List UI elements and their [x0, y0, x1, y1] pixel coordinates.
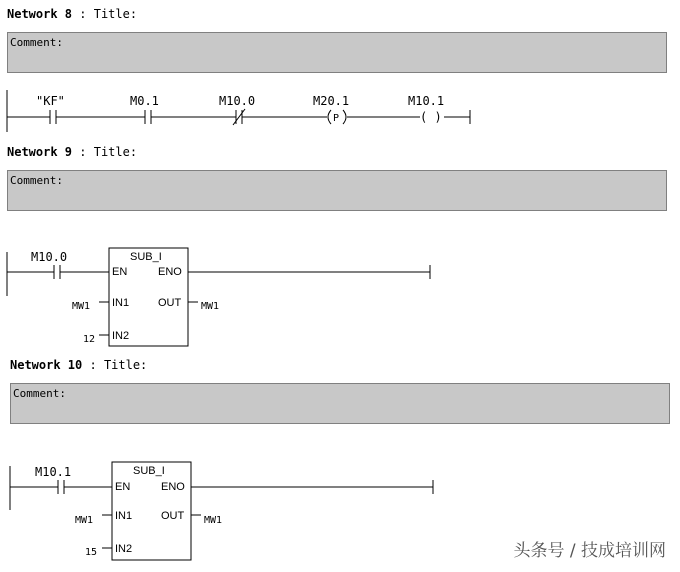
- in2-value[interactable]: 15: [85, 547, 98, 558]
- network-9-ladder: [0, 238, 680, 358]
- coil-symbol: ( ): [420, 110, 442, 124]
- pin-in2: IN2: [115, 543, 133, 555]
- pin-out: OUT: [158, 297, 182, 309]
- pin-en: EN: [115, 481, 131, 493]
- pin-eno: ENO: [161, 481, 185, 493]
- pin-in2: IN2: [112, 330, 130, 342]
- network-10-header[interactable]: Network 10 : Title:: [10, 358, 148, 372]
- network-8-header[interactable]: Network 8 : Title:: [7, 7, 138, 21]
- pin-in1: IN1: [115, 510, 133, 522]
- network-8-title-label: Title:: [93, 7, 138, 21]
- network-9-comment-box[interactable]: [7, 170, 667, 211]
- contact-m10-0[interactable]: [31, 250, 67, 279]
- coil-m10-1[interactable]: [408, 94, 444, 124]
- contact-m10-0-label: M10.0: [31, 250, 68, 264]
- contact-m10-1[interactable]: [35, 465, 71, 494]
- pin-in1: IN1: [112, 297, 130, 309]
- pin-out: OUT: [161, 510, 185, 522]
- network-9-title-label: Title:: [93, 145, 138, 159]
- pin-eno: ENO: [158, 266, 182, 278]
- pin-en: EN: [112, 266, 128, 278]
- edge-m20-1-label: M20.1: [313, 94, 350, 108]
- network-8-comment-label: Comment:: [10, 36, 63, 49]
- block-name: SUB_I: [133, 465, 165, 477]
- network-10-title-label: Title:: [103, 358, 148, 372]
- contact-kf[interactable]: [36, 94, 65, 124]
- network-9-header[interactable]: Network 9 : Title:: [7, 145, 138, 159]
- network-9-name: Network 9: [7, 145, 73, 159]
- contact-kf-label: "KF": [36, 94, 65, 108]
- contact-m10-1-label: M10.1: [35, 465, 72, 479]
- out-value[interactable]: MW1: [201, 301, 220, 312]
- coil-m10-1-label: M10.1: [408, 94, 445, 108]
- edge-p-m20-1[interactable]: [313, 94, 349, 124]
- in2-value[interactable]: 12: [83, 334, 96, 345]
- watermark: 头条号 / 技成培训网: [513, 541, 666, 561]
- network-10-comment-label: Comment:: [13, 387, 66, 400]
- block-name: SUB_I: [130, 251, 162, 263]
- in1-value[interactable]: MW1: [72, 301, 91, 312]
- network-10-name: Network 10: [10, 358, 83, 372]
- contact-m10-0-nc[interactable]: [219, 94, 255, 125]
- contact-m0-1-label: M0.1: [130, 94, 159, 108]
- sub-i-block[interactable]: [112, 462, 191, 560]
- contact-m0-1[interactable]: [130, 94, 159, 124]
- network-10-comment-box[interactable]: [10, 383, 670, 424]
- network-8-ladder: [0, 90, 680, 150]
- contact-m10-0-label: M10.0: [219, 94, 256, 108]
- network-8-name: Network 8: [7, 7, 73, 21]
- in1-value[interactable]: MW1: [75, 515, 94, 526]
- sub-i-block[interactable]: [109, 248, 188, 346]
- network-8-comment-box[interactable]: [7, 32, 667, 73]
- edge-p-symbol: P: [333, 113, 340, 124]
- network-9-comment-label: Comment:: [10, 174, 63, 187]
- out-value[interactable]: MW1: [204, 515, 223, 526]
